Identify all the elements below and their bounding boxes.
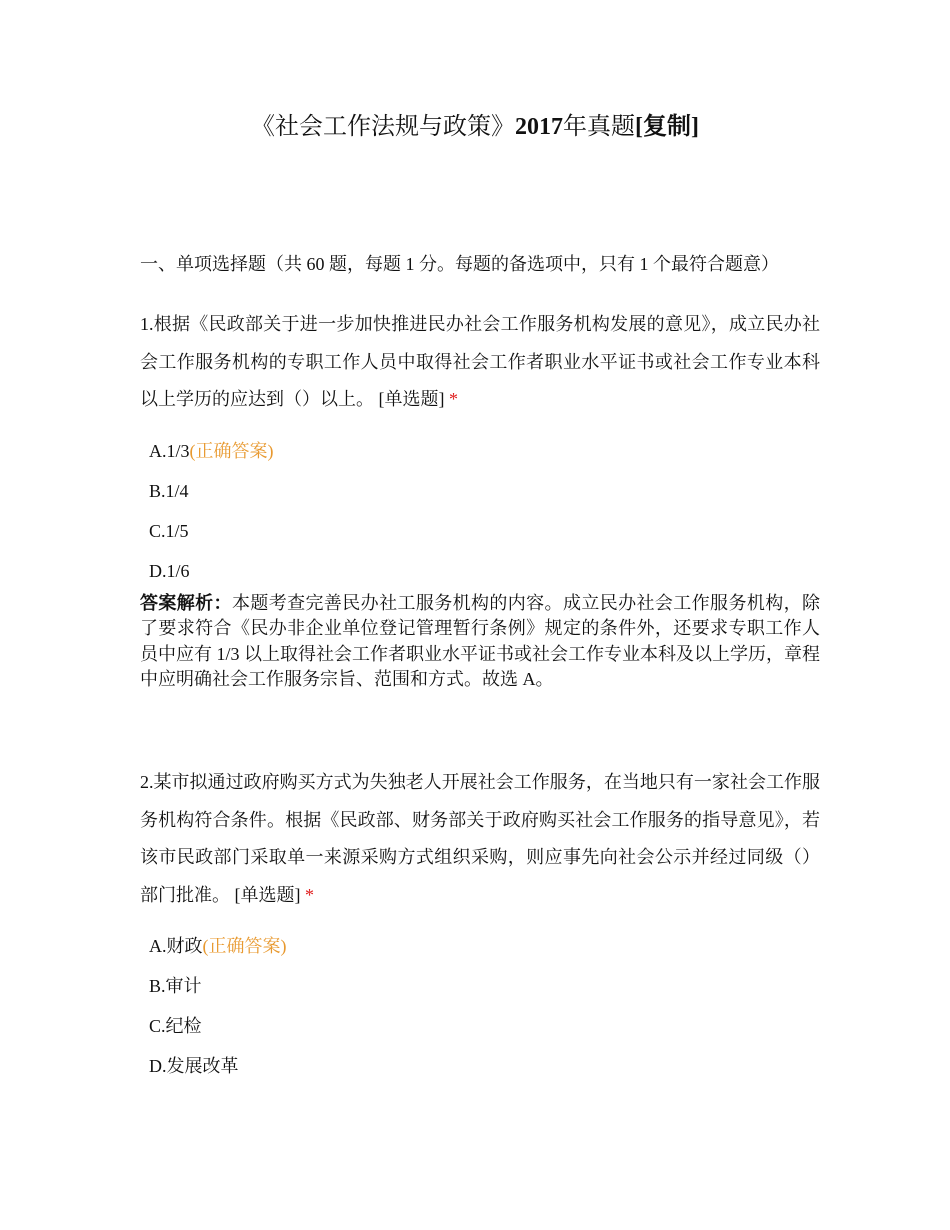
option-text: D.1/6: [149, 560, 190, 581]
question-stem: [140, 306, 820, 419]
option-c[interactable]: [140, 511, 820, 551]
answer-analysis: [140, 591, 820, 693]
question-text: 2.某市拟通过政府购买方式为失独老人开展社会工作服务，在当地只有一家社会工作服务机构符合条件。根据《民政部、财务部关于政府购买社会工作服务的指导意见》，若该市民政部门采取单一来源采购方式组织采购，则应事先向社会公示并经过同级（）部门批准。: [140, 772, 820, 905]
option-d[interactable]: [140, 551, 820, 591]
title-year: 2017: [515, 114, 563, 140]
document-title: [0, 110, 950, 144]
question-stem: [140, 764, 820, 914]
option-text: B.审计: [149, 976, 202, 996]
required-mark: *: [449, 389, 458, 409]
required-mark: *: [305, 884, 314, 905]
question-2: [140, 764, 820, 1086]
option-c[interactable]: [140, 1006, 820, 1046]
question-type-tag: [单选题]: [378, 389, 445, 409]
option-b[interactable]: [140, 471, 820, 511]
option-text: D.发展改革: [149, 1056, 239, 1076]
question-text: 1.根据《民政部关于进一步加快推进民办社会工作服务机构发展的意见》，成立民办社会工作服务机构的专职工作人员中取得社会工作者职业水平证书或社会工作专业本科以上学历的应达到（）以上。: [140, 314, 820, 409]
analysis-text: 本题考查完善民办社工服务机构的内容。成立民办社会工作服务机构，除了要求符合《民办非企业单位登记管理暂行条例》规定的条件外，还要求专职工作人员中应有 1/3 以上取得社会工作者职业水平证书或社会工作专业本科及以上学历，章程中应明确社会工作服务宗旨、范围和方式。故选 A。: [140, 592, 821, 689]
correct-answer-label: (正确答案): [189, 440, 274, 461]
title-suffix: [复制]: [635, 114, 699, 140]
option-a[interactable]: [140, 431, 820, 471]
title-prefix: 《社会工作法规与政策》: [251, 114, 515, 140]
option-text: C.纪检: [149, 1016, 202, 1036]
correct-answer-label: (正确答案): [202, 936, 287, 956]
option-text: A.1/3: [149, 440, 190, 461]
question-1: [140, 306, 820, 693]
option-b[interactable]: [140, 966, 820, 1006]
question-type-tag: [单选题]: [234, 884, 301, 905]
option-text: A.财政: [149, 936, 203, 956]
option-list: [140, 926, 820, 1086]
option-text: B.1/4: [149, 480, 189, 501]
title-mid: 年真题: [563, 114, 635, 140]
option-text: C.1/5: [149, 520, 189, 541]
option-a[interactable]: [140, 926, 820, 966]
section-heading: 一、单项选择题（共 60 题，每题 1 分。每题的备选项中，只有 1 个最符合题意）: [140, 254, 779, 274]
option-list: [140, 431, 820, 591]
analysis-label: 答案解析：: [140, 592, 232, 613]
option-d[interactable]: [140, 1046, 820, 1086]
